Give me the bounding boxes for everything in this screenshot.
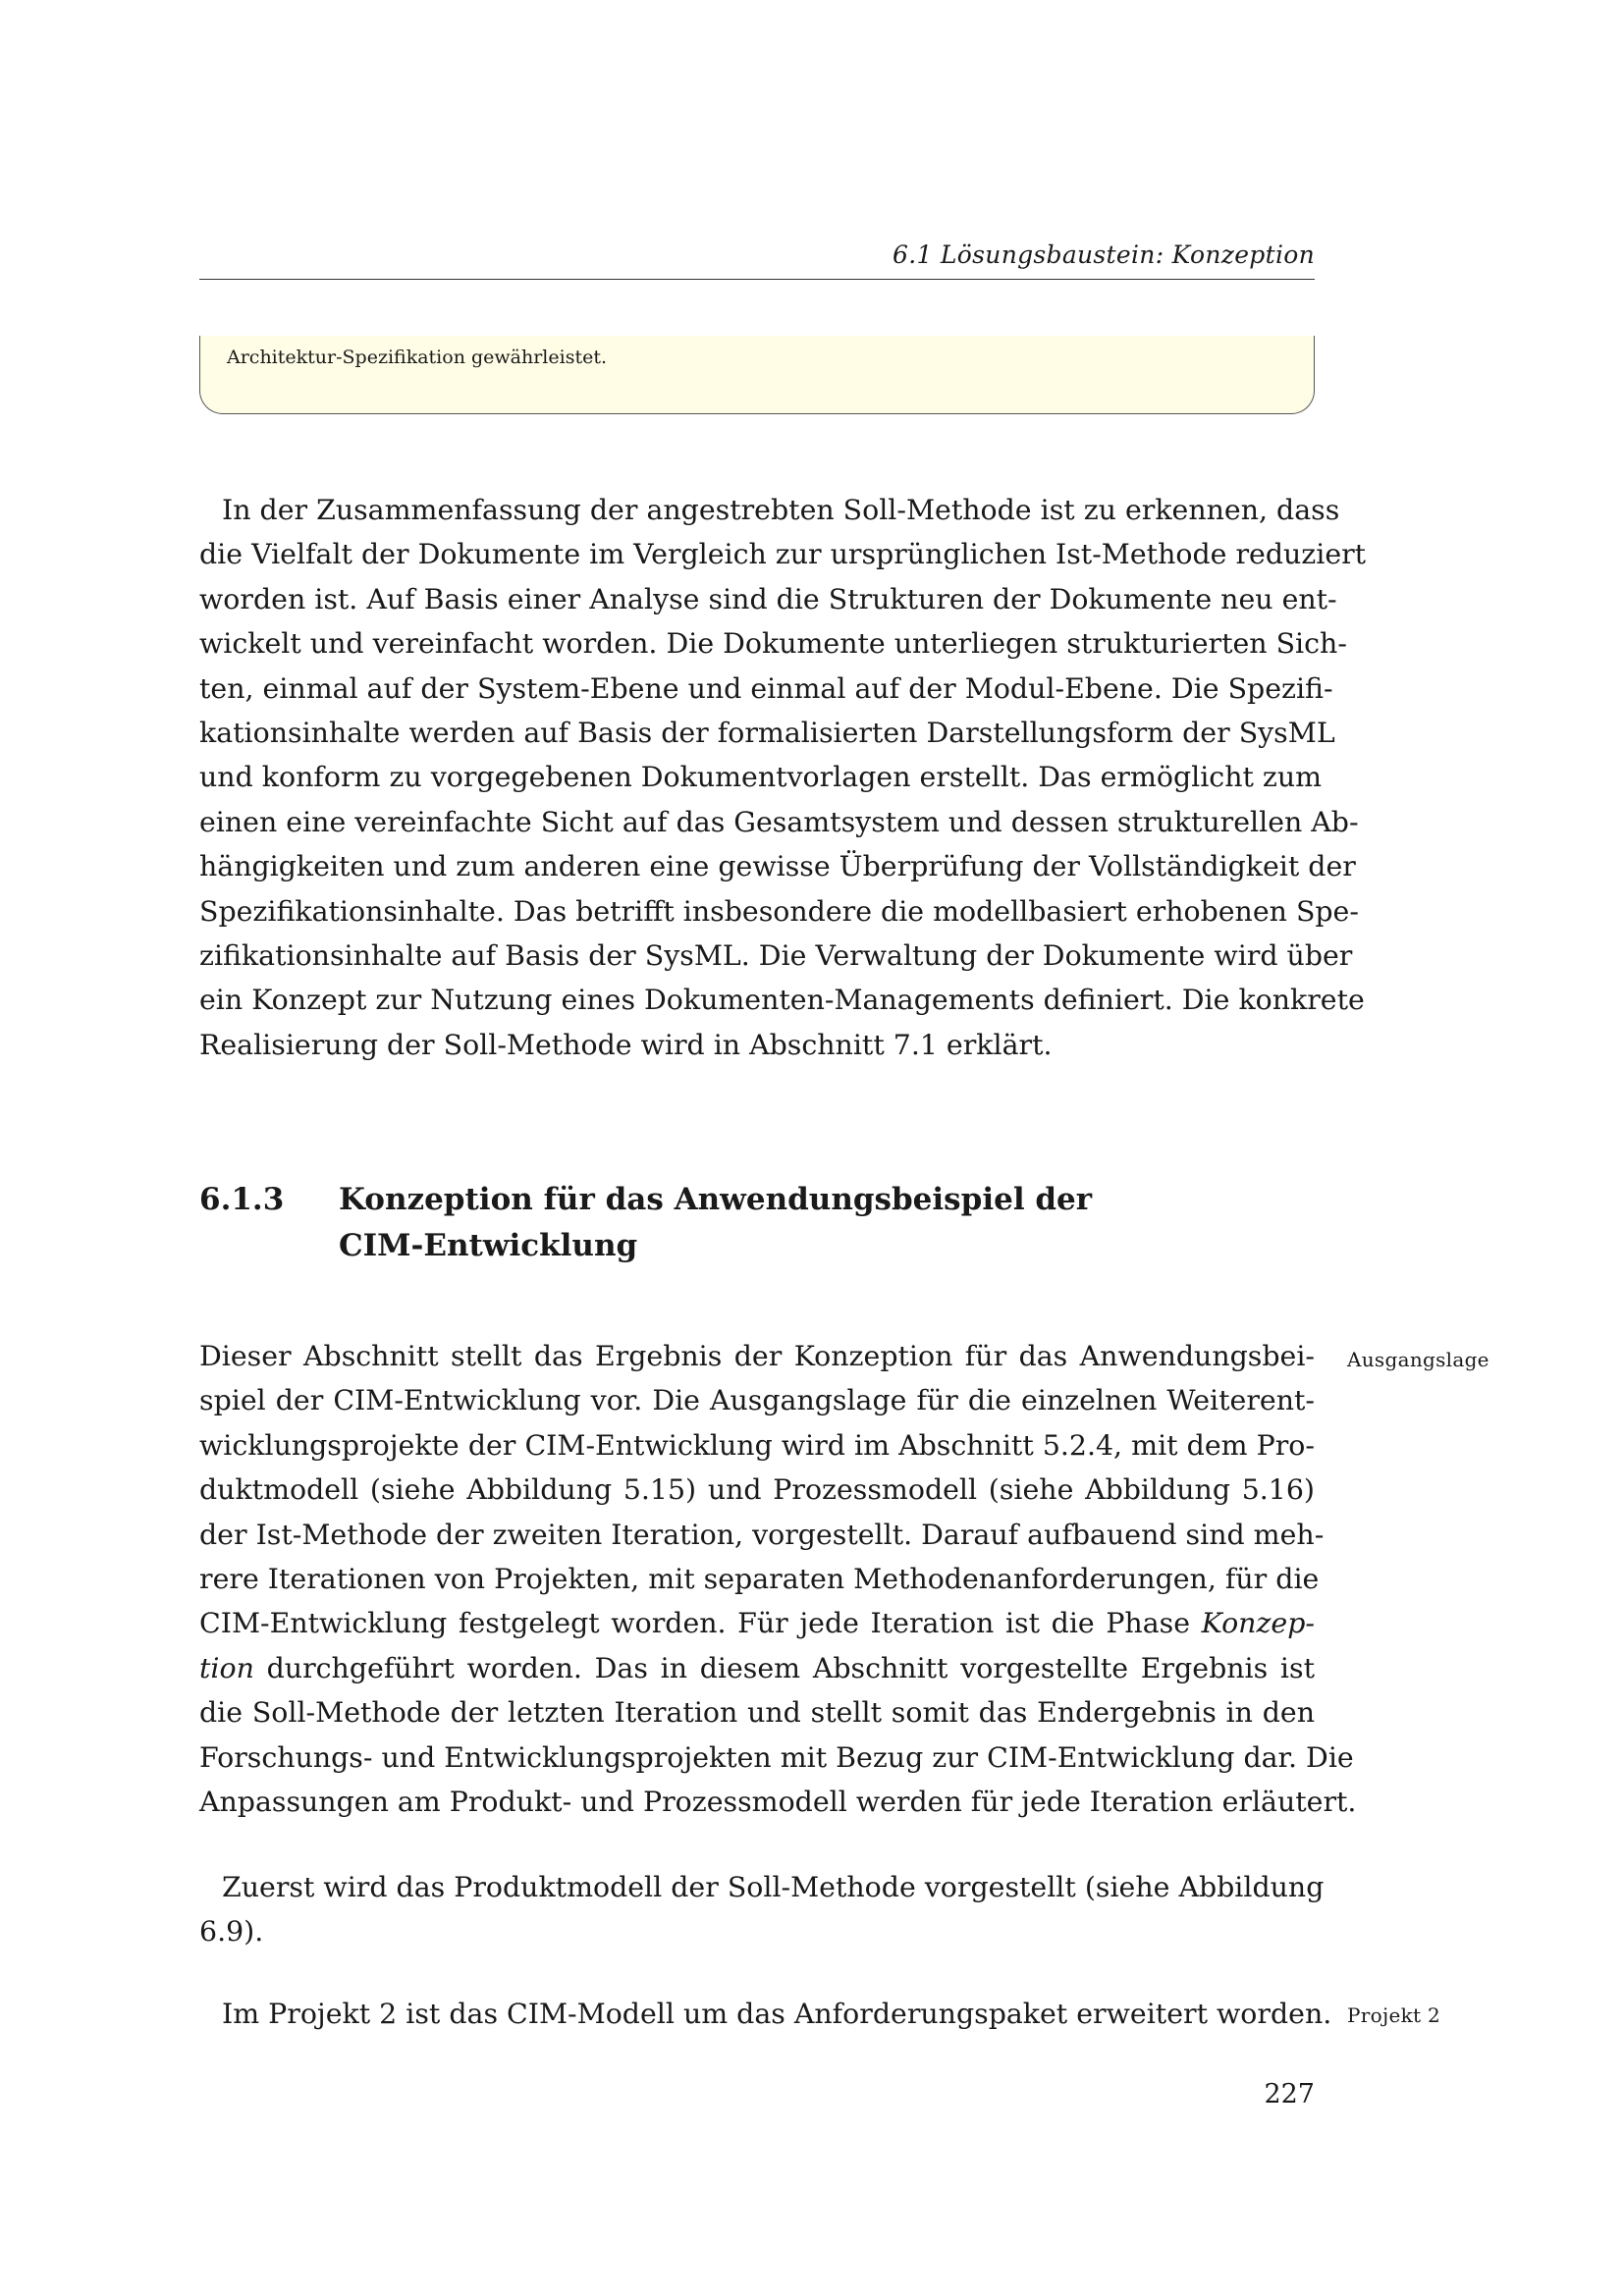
section-paragraph-3 <box>199 1992 1332 2036</box>
margin-note-projekt-2: Projekt 2 <box>1347 2003 1441 2027</box>
text-line: ten, einmal auf der System-Ebene und einmal auf der Modul-Ebene. Die Spezifi- <box>199 671 1333 705</box>
text-line: wicklungsprojekte der CIM-Entwicklung wird im Abschnitt 5.2.4, mit dem Pro- <box>199 1428 1315 1462</box>
text-line: wickelt und vereinfacht worden. Die Dokumente unterliegen strukturierten Sich- <box>199 627 1347 661</box>
text-line <box>199 1601 1315 1645</box>
section-title-line1: Konzeption für das Anwendungsbeispiel der <box>339 1182 1093 1217</box>
summary-paragraph <box>199 488 1367 1067</box>
running-header: 6.1 Lösungsbaustein: Konzeption <box>893 240 1315 269</box>
section-paragraph-1 <box>199 1334 1357 1824</box>
info-box <box>199 336 1315 414</box>
header-rule <box>199 279 1315 280</box>
emphasis-konzeption-end: tion <box>199 1651 254 1684</box>
section-heading <box>199 1177 1181 1269</box>
text-line: kationsinhalte werden auf Basis der formalisierten Darstellungsform der SysML <box>199 717 1335 750</box>
text-line: Realisierung der Soll-Methode wird in Abschnitt 7.1 erklärt. <box>199 1028 1053 1061</box>
text-line: der Ist-Methode der zweiten Iteration, vorgestellt. Darauf aufbauend sind meh- <box>199 1518 1325 1551</box>
section-paragraph-2 <box>199 1865 1325 1954</box>
text-line: Dieser Abschnitt stellt das Ergebnis der Konzeption für das Anwendungsbei- <box>199 1340 1315 1372</box>
text-line: einen eine vereinfachte Sicht auf das Gesamtsystem und dessen strukturellen Ab- <box>199 805 1359 838</box>
section-number: 6.1.3 <box>199 1182 285 1217</box>
text-line <box>199 1646 1315 1690</box>
text-line: 6.9). <box>199 1915 264 1949</box>
text-line: Anpassungen am Produkt- und Prozessmodell werden für jede Iteration erläutert. <box>199 1786 1357 1819</box>
text-line: Im Projekt 2 ist das CIM-Modell um das Anforderungspaket erweitert worden. <box>222 1998 1332 2030</box>
section-title-line2: CIM-Entwicklung <box>339 1228 638 1263</box>
text-line: die Soll-Methode der letzten Iteration und stellt somit das Endergebnis in den <box>199 1696 1315 1730</box>
info-box-text: Architektur-Spezifikation gewährleistet. <box>227 347 607 368</box>
text-line: hängigkeiten und zum anderen eine gewisse Überprüfung der Vollständigkeit der <box>199 850 1356 883</box>
text-segment: durchgeführt worden. Das in diesem Abschnitt vorgestellte Ergebnis ist <box>253 1651 1315 1684</box>
text-line: worden ist. Auf Basis einer Analyse sind die Strukturen der Dokumente neu ent- <box>199 582 1337 615</box>
text-line: duktmodell (siehe Abbildung 5.15) und Prozessmodell (siehe Abbildung 5.16) <box>199 1473 1315 1507</box>
text-line: Spezifikationsinhalte. Das betrifft insbesondere die modellbasiert erhobenen Spe- <box>199 894 1359 928</box>
emphasis-konzeption-start: Konzep- <box>1201 1607 1315 1640</box>
margin-note-ausgangslage: Ausgangslage <box>1347 1348 1489 1371</box>
text-line: In der Zusammenfassung der angestrebten Soll-Methode ist zu erkennen, dass <box>222 494 1340 526</box>
text-line: die Vielfalt der Dokumente im Vergleich zur ursprünglichen Ist-Methode reduziert <box>199 538 1367 571</box>
text-line: zifikationsinhalte auf Basis der SysML. Die Verwaltung der Dokumente wird über <box>199 939 1353 973</box>
text-line: und konform zu vorgegebenen Dokumentvorlagen erstellt. Das ermöglicht zum <box>199 761 1323 794</box>
text-segment: CIM-Entwicklung festgelegt worden. Für jede Iteration ist die Phase <box>199 1607 1202 1640</box>
text-line: ein Konzept zur Nutzung eines Dokumenten-Managements definiert. Die konkrete <box>199 984 1365 1017</box>
page-number: 227 <box>1264 2079 1315 2109</box>
text-line: Forschungs- und Entwicklungsprojekten mit Bezug zur CIM-Entwicklung dar. Die <box>199 1740 1354 1774</box>
text-line: spiel der CIM-Entwicklung vor. Die Ausgangslage für die einzelnen Weiterent- <box>199 1384 1315 1417</box>
text-line: Zuerst wird das Produktmodell der Soll-Methode vorgestellt (siehe Abbildung <box>222 1871 1325 1903</box>
text-line: rere Iterationen von Projekten, mit separaten Methodenanforderungen, für die <box>199 1563 1320 1596</box>
